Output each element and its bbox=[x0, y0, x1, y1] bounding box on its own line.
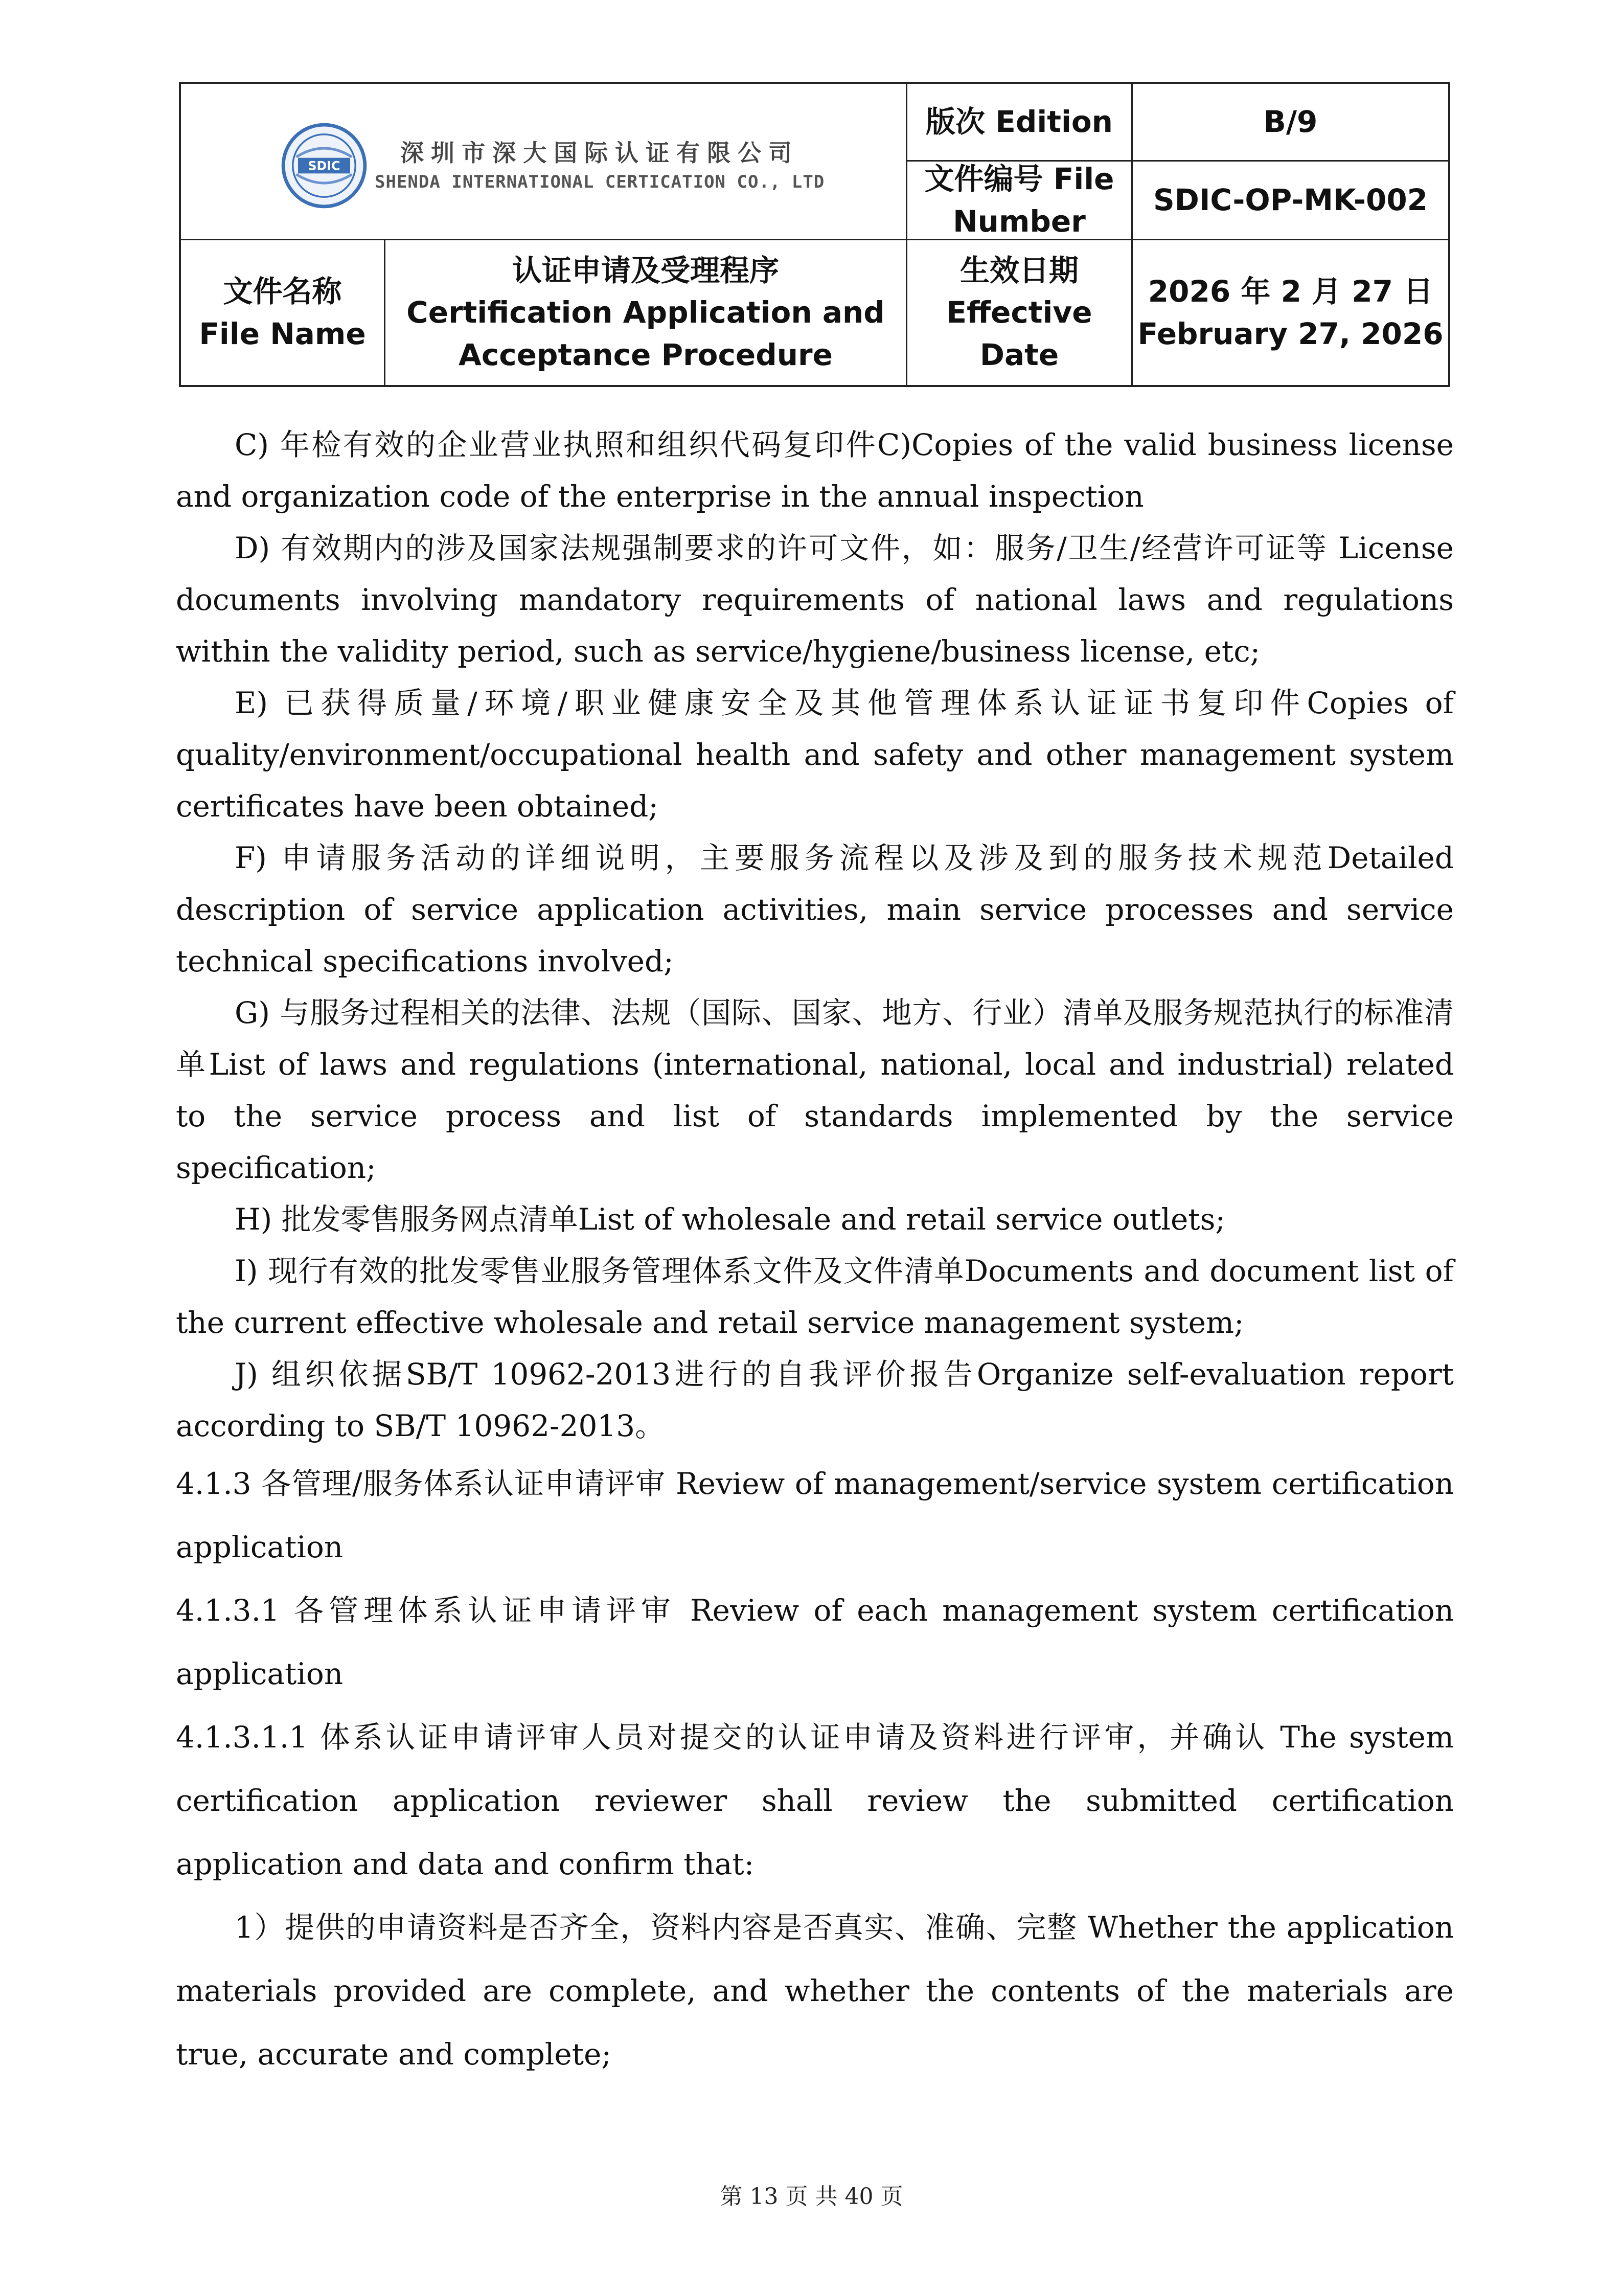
section-4-1-3-1-heading: 4.1.3.1 各管理体系认证申请评审 Review of each management system certification application bbox=[176, 1593, 1454, 1691]
item-i-paragraph: I) 现行有效的批发零售业服务管理体系文件及文件清单Documents and document list of the current effective wholesale and retail service management system; bbox=[176, 1254, 1454, 1340]
section-4-1-3-1-1-paragraph: 4.1.3.1.1 体系认证申请评审人员对提交的认证申请及资料进行评审，并确认 The system certification application reviewer shall review the submitted certification application and data and confirm that: bbox=[176, 1720, 1454, 1881]
item-d-paragraph: D) 有效期内的涉及国家法规强制要求的许可文件，如：服务/卫生/经营许可证等 License documents involving mandatory requirements of national laws and regulations within the validity period, such as service/hygiene/business license, etc; bbox=[176, 531, 1454, 669]
page-number: 第 13 页 共 40 页 bbox=[720, 2184, 903, 2210]
section-4-1-3-heading: 4.1.3 各管理/服务体系认证申请评审 Review of management/service system certification application bbox=[176, 1466, 1454, 1564]
item-c-paragraph: C) 年检有效的企业营业执照和组织代码复印件C)Copies of the valid business license and organization code of the enterprise in the annual inspection bbox=[176, 427, 1454, 514]
file-number-value: SDIC-OP-MK-002 bbox=[1133, 162, 1448, 240]
item-j-paragraph: J) 组织依据SB/T 10962-2013进行的自我评价报告Organize self-evaluation report according to SB/T 10962-2013。 bbox=[176, 1357, 1454, 1443]
file-number-label: 文件编号 File Number bbox=[907, 162, 1133, 240]
file-name-label: 文件名称 File Name bbox=[181, 240, 385, 385]
confirm-item-1-paragraph: 1）提供的申请资料是否齐全，资料内容是否真实、准确、完整 Whether the application materials provided are complete, and whether the contents of the materials are true, accurate and complete; bbox=[176, 1910, 1454, 2072]
file-name-value: 认证申请及受理程序 Certification Application and Acceptance Procedure bbox=[385, 240, 907, 385]
logo-text: SDIC bbox=[308, 158, 340, 173]
document-header-table bbox=[179, 82, 1450, 387]
company-name-cn: 深圳市深大国际认证有限公司 bbox=[400, 139, 799, 167]
item-f-paragraph: F) 申请服务活动的详细说明，主要服务流程以及涉及到的服务技术规范Detailed description of service application activities, main service processes and service technical specifications involved; bbox=[176, 840, 1454, 979]
company-emblem-icon bbox=[281, 122, 368, 209]
item-h-paragraph: H) 批发零售服务网点清单List of wholesale and retail service outlets; bbox=[235, 1202, 1225, 1237]
edition-value: B/9 bbox=[1133, 84, 1448, 162]
effective-date-value: 2026 年 2 月 27 日 February 27, 2026 bbox=[1137, 274, 1444, 351]
company-name-en: SHENDA INTERNATIONAL CERTICATION CO., LTD bbox=[375, 172, 825, 193]
company-logo bbox=[281, 122, 874, 209]
item-e-paragraph: E) 已获得质量/环境/职业健康安全及其他管理体系认证证书复印件Copies of quality/environment/occupational health and safety and other management system certificates have been obtained; bbox=[176, 686, 1454, 824]
document-body bbox=[176, 419, 1454, 2086]
effective-date-label: 生效日期 Effective Date bbox=[907, 240, 1133, 385]
item-g-paragraph: G) 与服务过程相关的法律、法规（国际、国家、地方、行业）清单及服务规范执行的标准清单List of laws and regulations (international, national, local and industrial) related to the service process and list of standards implemented by the service specification; bbox=[176, 995, 1454, 1185]
company-logo-cell bbox=[181, 84, 907, 240]
edition-label: 版次 Edition bbox=[907, 84, 1133, 162]
